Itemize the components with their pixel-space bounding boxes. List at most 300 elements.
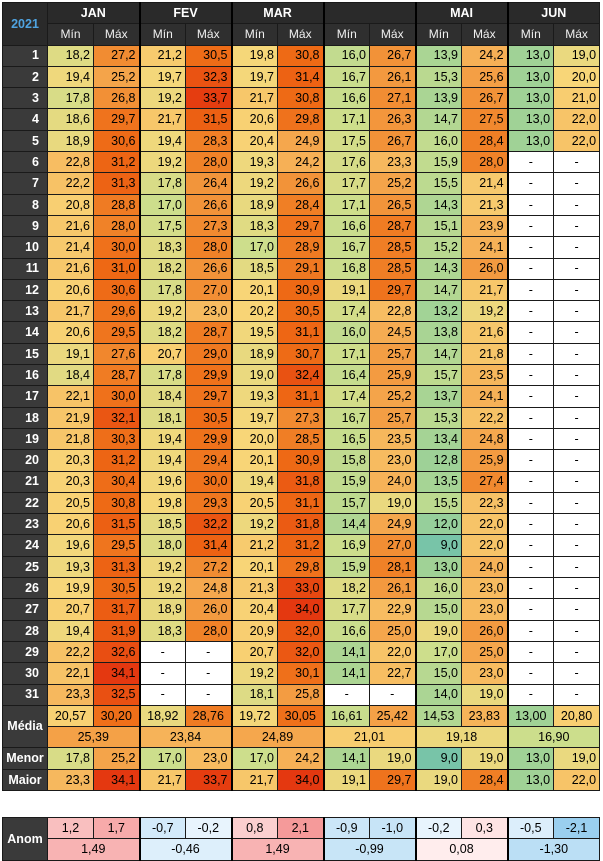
- temp-cell: 14,1: [324, 663, 370, 684]
- temp-cell: 28,5: [278, 428, 324, 449]
- anom-value: -0,7: [140, 817, 186, 838]
- day-row: [3, 215, 600, 236]
- temp-cell: -: [554, 407, 600, 428]
- temp-cell: 30,7: [278, 343, 324, 364]
- menor-value: 17,8: [48, 748, 94, 769]
- temp-cell: -: [140, 663, 186, 684]
- temp-cell: 17,8: [48, 88, 94, 109]
- temp-cell: 31,3: [94, 173, 140, 194]
- temp-cell: 32,3: [186, 66, 232, 87]
- temp-cell: 25,7: [370, 407, 416, 428]
- menor-value: 17,0: [232, 748, 278, 769]
- temp-cell: 22,1: [48, 663, 94, 684]
- temp-cell: 29,6: [94, 301, 140, 322]
- day-number: 15: [3, 343, 48, 364]
- temp-cell: 31,8: [278, 471, 324, 492]
- temp-cell: 20,1: [232, 556, 278, 577]
- temp-cell: 30,0: [186, 471, 232, 492]
- temp-cell: 13,9: [416, 88, 462, 109]
- temp-cell: 19,2: [140, 152, 186, 173]
- day-number: 29: [3, 641, 48, 662]
- temp-cell: 32,1: [94, 407, 140, 428]
- temp-cell: 31,1: [278, 322, 324, 343]
- temp-cell: -: [508, 428, 554, 449]
- temp-cell: -: [508, 684, 554, 705]
- temp-cell: 23,0: [186, 301, 232, 322]
- temp-cell: -: [186, 641, 232, 662]
- temp-cell: 19,8: [232, 45, 278, 66]
- temp-cell: 25,6: [462, 66, 508, 87]
- temp-cell: 28,0: [462, 152, 508, 173]
- temp-cell: 17,8: [140, 173, 186, 194]
- temp-cell: 28,7: [186, 322, 232, 343]
- anom-value: 2,1: [278, 817, 324, 838]
- temp-cell: 21,6: [48, 258, 94, 279]
- temp-cell: 13,5: [416, 471, 462, 492]
- temp-cell: -: [554, 237, 600, 258]
- temp-cell: -: [554, 599, 600, 620]
- day-number: 22: [3, 492, 48, 513]
- temp-cell: 24,8: [186, 578, 232, 599]
- temp-cell: 20,7: [232, 641, 278, 662]
- temp-cell: 31,9: [94, 620, 140, 641]
- temp-cell: -: [554, 514, 600, 535]
- media-value: 20,80: [554, 705, 600, 726]
- temp-cell: 26,3: [370, 109, 416, 130]
- minmax-header-row: [3, 24, 600, 45]
- day-row: [3, 599, 600, 620]
- temp-cell: 31,2: [278, 535, 324, 556]
- temp-cell: -: [554, 492, 600, 513]
- temp-cell: 12,0: [416, 514, 462, 535]
- day-row: [3, 407, 600, 428]
- temp-cell: -: [554, 365, 600, 386]
- temp-cell: 27,3: [186, 215, 232, 236]
- temp-cell: 18,9: [48, 130, 94, 151]
- temp-cell: 19,1: [324, 279, 370, 300]
- temp-cell: 19,7: [232, 407, 278, 428]
- temp-cell: 24,2: [278, 152, 324, 173]
- temp-cell: 18,2: [324, 578, 370, 599]
- temp-cell: 26,5: [370, 194, 416, 215]
- temp-cell: 20,7: [140, 343, 186, 364]
- day-row: [3, 386, 600, 407]
- temp-cell: 19,2: [140, 88, 186, 109]
- temp-cell: 20,5: [48, 492, 94, 513]
- temp-cell: -: [508, 258, 554, 279]
- temp-cell: 30,4: [94, 471, 140, 492]
- day-row: [3, 322, 600, 343]
- temp-cell: 15,7: [324, 492, 370, 513]
- temp-cell: -: [508, 194, 554, 215]
- temp-cell: 21,8: [48, 428, 94, 449]
- temp-cell: 19,2: [462, 301, 508, 322]
- temp-cell: 30,5: [94, 578, 140, 599]
- temp-cell: 29,8: [278, 556, 324, 577]
- temp-cell: 25,8: [278, 684, 324, 705]
- temp-cell: 21,8: [462, 343, 508, 364]
- temp-cell: 24,0: [370, 471, 416, 492]
- temp-cell: 34,0: [278, 599, 324, 620]
- temp-cell: -: [554, 322, 600, 343]
- temp-cell: 19,2: [140, 556, 186, 577]
- temp-cell: 19,0: [416, 620, 462, 641]
- temp-cell: -: [508, 279, 554, 300]
- temp-cell: 13,4: [416, 428, 462, 449]
- temp-cell: 19,2: [140, 578, 186, 599]
- min-header: Mín: [324, 24, 370, 45]
- temp-cell: 14,7: [416, 279, 462, 300]
- temp-cell: 16,0: [416, 130, 462, 151]
- temp-cell: 29,1: [278, 258, 324, 279]
- media-value: 28,76: [186, 705, 232, 726]
- temp-cell: -: [508, 215, 554, 236]
- temp-cell: 18,4: [48, 365, 94, 386]
- day-number: 27: [3, 599, 48, 620]
- temp-cell: 17,8: [140, 365, 186, 386]
- temp-cell: 21,7: [48, 301, 94, 322]
- min-header: Mín: [48, 24, 94, 45]
- temp-cell: 27,0: [370, 535, 416, 556]
- temp-cell: 22,0: [370, 641, 416, 662]
- day-row: [3, 471, 600, 492]
- anom-value: -0,2: [186, 817, 232, 838]
- temp-cell: 23,5: [370, 428, 416, 449]
- temp-cell: 28,9: [278, 237, 324, 258]
- day-number: 23: [3, 514, 48, 535]
- temp-cell: 25,0: [462, 641, 508, 662]
- temp-cell: 26,4: [186, 173, 232, 194]
- anom-avg-row: [3, 839, 600, 860]
- min-header: Mín: [232, 24, 278, 45]
- temp-cell: 26,8: [94, 88, 140, 109]
- temp-cell: -: [508, 365, 554, 386]
- temp-cell: 15,7: [416, 365, 462, 386]
- temp-cell: 31,5: [94, 514, 140, 535]
- temp-cell: 22,2: [48, 641, 94, 662]
- temp-cell: -: [554, 301, 600, 322]
- temp-cell: -: [370, 684, 416, 705]
- temp-cell: -: [554, 450, 600, 471]
- temp-cell: 15,0: [416, 663, 462, 684]
- temp-cell: 20,6: [48, 279, 94, 300]
- temp-cell: 22,0: [554, 130, 600, 151]
- day-number: 11: [3, 258, 48, 279]
- temp-cell: 15,5: [416, 173, 462, 194]
- day-row: [3, 258, 600, 279]
- day-row: [3, 88, 600, 109]
- anom-average: -1,30: [508, 839, 600, 860]
- temp-cell: 30,0: [94, 386, 140, 407]
- day-row: [3, 279, 600, 300]
- temp-cell: 21,2: [140, 45, 186, 66]
- temp-cell: 26,0: [462, 258, 508, 279]
- temp-cell: 23,0: [462, 599, 508, 620]
- day-row: [3, 663, 600, 684]
- temp-cell: 21,3: [232, 578, 278, 599]
- temp-cell: 15,1: [416, 215, 462, 236]
- temp-cell: 18,1: [140, 407, 186, 428]
- temp-cell: 18,2: [140, 322, 186, 343]
- temp-cell: 20,8: [48, 194, 94, 215]
- anom-average: 0,08: [416, 839, 508, 860]
- maior-value: 33,7: [186, 769, 232, 790]
- temp-cell: 15,3: [416, 407, 462, 428]
- anom-average: -0,99: [324, 839, 416, 860]
- day-row: [3, 109, 600, 130]
- day-row: [3, 194, 600, 215]
- temp-cell: 23,5: [462, 365, 508, 386]
- temp-cell: -: [554, 386, 600, 407]
- menor-value: 14,1: [324, 748, 370, 769]
- day-number: 18: [3, 407, 48, 428]
- temp-cell: 31,4: [278, 66, 324, 87]
- temp-cell: 32,2: [186, 514, 232, 535]
- maior-value: 22,0: [554, 769, 600, 790]
- temp-cell: 30,3: [94, 428, 140, 449]
- temp-cell: 17,8: [140, 279, 186, 300]
- anom-value: 0,3: [462, 817, 508, 838]
- temp-cell: -: [554, 173, 600, 194]
- temp-cell: 30,5: [186, 407, 232, 428]
- temp-cell: 26,6: [186, 194, 232, 215]
- temp-cell: 23,3: [48, 684, 94, 705]
- temp-cell: 17,5: [324, 130, 370, 151]
- max-header: Máx: [278, 24, 324, 45]
- temp-cell: 22,7: [370, 663, 416, 684]
- temp-cell: 31,4: [186, 535, 232, 556]
- day-row: [3, 450, 600, 471]
- temp-cell: 21,7: [232, 88, 278, 109]
- day-row: [3, 365, 600, 386]
- media-label: Média: [3, 705, 48, 748]
- temp-cell: 28,5: [370, 258, 416, 279]
- temp-cell: 9,0: [416, 535, 462, 556]
- day-row: [3, 237, 600, 258]
- media-average: 25,39: [48, 727, 140, 748]
- temp-cell: -: [508, 620, 554, 641]
- temp-cell: 13,0: [508, 88, 554, 109]
- temp-cell: 23,9: [462, 215, 508, 236]
- temp-cell: 22,2: [48, 173, 94, 194]
- temp-cell: 15,3: [416, 66, 462, 87]
- temp-cell: 19,4: [48, 66, 94, 87]
- temp-cell: -: [140, 684, 186, 705]
- temp-cell: -: [508, 152, 554, 173]
- temp-cell: 31,5: [186, 109, 232, 130]
- temp-cell: 29,9: [186, 365, 232, 386]
- temp-cell: 20,0: [232, 428, 278, 449]
- media-value: 20,57: [48, 705, 94, 726]
- max-header: Máx: [370, 24, 416, 45]
- temp-cell: 20,7: [48, 599, 94, 620]
- menor-label: Menor: [3, 748, 48, 769]
- temp-cell: 16,6: [324, 88, 370, 109]
- temp-cell: 20,2: [232, 301, 278, 322]
- temp-cell: 19,0: [370, 492, 416, 513]
- day-number: 24: [3, 535, 48, 556]
- temp-cell: 19,3: [232, 152, 278, 173]
- day-row: [3, 620, 600, 641]
- temp-cell: 16,0: [324, 45, 370, 66]
- day-number: 4: [3, 109, 48, 130]
- temp-cell: 30,5: [186, 45, 232, 66]
- anom-value: 0,8: [232, 817, 278, 838]
- temp-cell: 21,7: [462, 279, 508, 300]
- anom-value: -0,9: [324, 817, 370, 838]
- temp-cell: 16,0: [416, 578, 462, 599]
- day-number: 9: [3, 215, 48, 236]
- day-number: 19: [3, 428, 48, 449]
- month-header: [324, 3, 416, 24]
- temp-cell: 28,4: [278, 194, 324, 215]
- temp-cell: 21,3: [462, 194, 508, 215]
- temp-cell: 19,6: [140, 471, 186, 492]
- temp-cell: 32,4: [278, 365, 324, 386]
- menor-value: 19,0: [462, 748, 508, 769]
- temp-cell: 17,0: [232, 237, 278, 258]
- temp-cell: 19,7: [232, 66, 278, 87]
- temp-cell: 13,9: [416, 45, 462, 66]
- temp-cell: 30,6: [94, 279, 140, 300]
- day-number: 20: [3, 450, 48, 471]
- temp-cell: 20,1: [232, 279, 278, 300]
- temp-cell: 28,0: [186, 237, 232, 258]
- temp-cell: 23,0: [462, 663, 508, 684]
- temp-cell: 18,9: [232, 194, 278, 215]
- temp-cell: 18,9: [232, 343, 278, 364]
- day-number: 8: [3, 194, 48, 215]
- temp-cell: 12,8: [416, 450, 462, 471]
- day-number: 10: [3, 237, 48, 258]
- maior-value: 34,1: [94, 769, 140, 790]
- temp-cell: -: [554, 684, 600, 705]
- temp-cell: 19,1: [48, 343, 94, 364]
- temp-cell: 17,1: [324, 109, 370, 130]
- temp-cell: 19,2: [232, 663, 278, 684]
- temp-cell: 16,7: [324, 66, 370, 87]
- temp-cell: 30,8: [94, 492, 140, 513]
- temp-cell: 19,2: [232, 514, 278, 535]
- temp-cell: 25,9: [462, 450, 508, 471]
- temp-cell: 28,3: [186, 130, 232, 151]
- temp-cell: -: [554, 215, 600, 236]
- temp-cell: 31,1: [278, 386, 324, 407]
- temp-cell: 30,8: [278, 88, 324, 109]
- temp-cell: 13,2: [416, 301, 462, 322]
- temp-cell: 22,3: [462, 492, 508, 513]
- day-number: 16: [3, 365, 48, 386]
- temp-cell: 17,0: [416, 641, 462, 662]
- media-value: 19,72: [232, 705, 278, 726]
- temp-cell: 21,0: [554, 88, 600, 109]
- temp-cell: -: [554, 620, 600, 641]
- temp-cell: -: [554, 194, 600, 215]
- temp-cell: 15,9: [324, 556, 370, 577]
- day-number: 2: [3, 66, 48, 87]
- temp-cell: 30,1: [278, 663, 324, 684]
- temp-cell: 17,4: [324, 301, 370, 322]
- temp-cell: 20,1: [232, 450, 278, 471]
- temp-cell: 21,4: [462, 173, 508, 194]
- temp-cell: 27,0: [186, 279, 232, 300]
- temp-cell: 29,7: [278, 215, 324, 236]
- day-row: [3, 301, 600, 322]
- temp-cell: -: [554, 343, 600, 364]
- menor-value: 25,2: [94, 748, 140, 769]
- temp-cell: 13,0: [508, 109, 554, 130]
- temp-cell: 20,3: [48, 450, 94, 471]
- temp-cell: 16,0: [324, 322, 370, 343]
- temp-cell: 26,6: [186, 258, 232, 279]
- temp-cell: 31,3: [94, 556, 140, 577]
- temp-cell: 30,0: [94, 237, 140, 258]
- day-row: [3, 428, 600, 449]
- media-value: 23,83: [462, 705, 508, 726]
- temp-cell: 15,0: [416, 599, 462, 620]
- menor-value: 24,2: [278, 748, 324, 769]
- menor-value: 17,0: [140, 748, 186, 769]
- temp-cell: 28,0: [186, 620, 232, 641]
- temp-cell: 18,3: [140, 237, 186, 258]
- temp-cell: 16,6: [324, 620, 370, 641]
- temp-cell: -: [508, 407, 554, 428]
- temp-cell: 28,7: [94, 365, 140, 386]
- media-average: 21,01: [324, 727, 416, 748]
- menor-value: 9,0: [416, 748, 462, 769]
- media-value: 16,61: [324, 705, 370, 726]
- temp-cell: 26,1: [370, 578, 416, 599]
- day-row: [3, 66, 600, 87]
- menor-row: [3, 748, 600, 769]
- media-average: 23,84: [140, 727, 232, 748]
- day-number: 26: [3, 578, 48, 599]
- temp-cell: -: [508, 641, 554, 662]
- temp-cell: 24,1: [462, 386, 508, 407]
- temp-cell: 13,0: [508, 45, 554, 66]
- temp-cell: 20,0: [554, 66, 600, 87]
- anom-average: -0,46: [140, 839, 232, 860]
- anom-label: Anom: [3, 817, 48, 860]
- temp-cell: 13,7: [416, 386, 462, 407]
- temp-cell: 19,3: [232, 386, 278, 407]
- day-row: [3, 641, 600, 662]
- day-row: [3, 45, 600, 66]
- temp-cell: 13,0: [508, 66, 554, 87]
- month-header: JUN: [508, 3, 600, 24]
- anom-value: -2,1: [554, 817, 600, 838]
- temp-cell: 22,2: [462, 407, 508, 428]
- temp-cell: 28,7: [370, 215, 416, 236]
- media-average: 19,18: [416, 727, 508, 748]
- temp-cell: 18,3: [140, 620, 186, 641]
- temp-cell: 17,4: [324, 386, 370, 407]
- temp-cell: 32,6: [94, 641, 140, 662]
- temp-cell: -: [508, 556, 554, 577]
- temp-cell: 22,8: [48, 152, 94, 173]
- day-number: 5: [3, 130, 48, 151]
- temp-cell: 26,0: [462, 620, 508, 641]
- temp-cell: 18,3: [232, 215, 278, 236]
- temp-cell: -: [508, 471, 554, 492]
- temp-cell: 15,8: [324, 450, 370, 471]
- temp-cell: 19,2: [140, 301, 186, 322]
- temp-cell: 33,7: [186, 88, 232, 109]
- temp-cell: 21,9: [48, 407, 94, 428]
- temp-cell: 14,4: [324, 514, 370, 535]
- temp-cell: 16,6: [324, 215, 370, 236]
- temp-cell: -: [508, 301, 554, 322]
